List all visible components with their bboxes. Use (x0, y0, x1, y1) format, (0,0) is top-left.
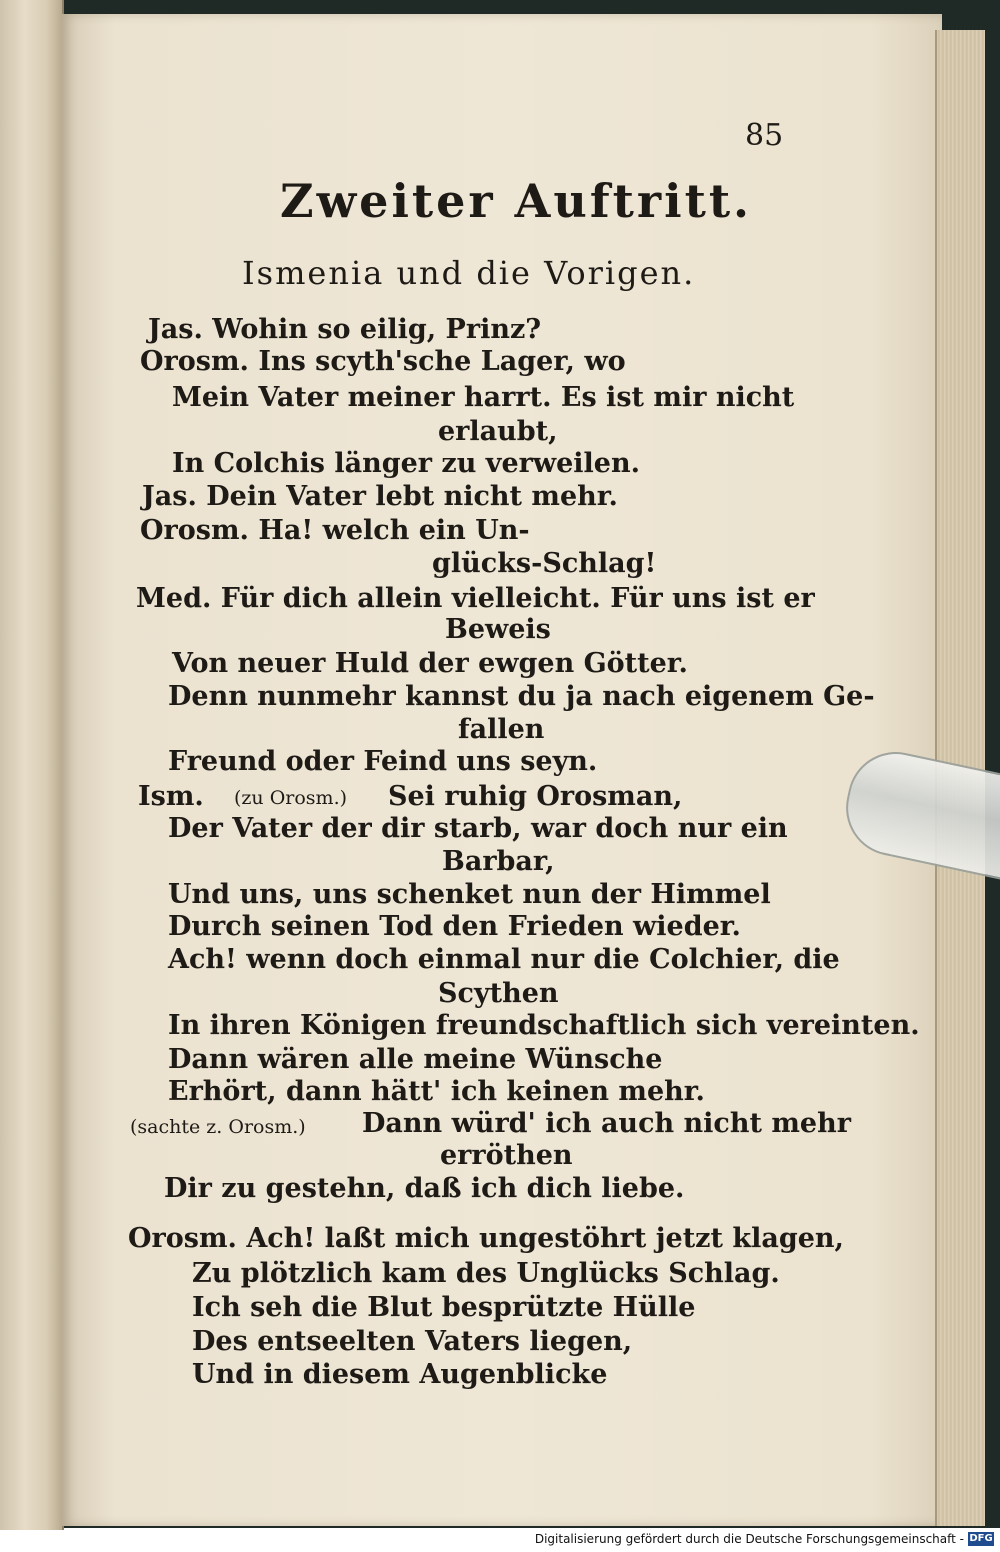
text-line: glücks-Schlag! (432, 548, 657, 579)
text-line: Jas. Wohin so eilig, Prinz? (148, 314, 542, 345)
page-number: 85 (745, 118, 784, 153)
text-line: Dann wären alle meine Wünsche (168, 1044, 663, 1075)
scene-subtitle: Ismenia und die Vorigen. (242, 254, 696, 292)
text-line: Der Vater der dir starb, war doch nur ein (168, 813, 788, 844)
text-line: Beweis (445, 614, 551, 645)
text-line: Sei ruhig Orosman, (388, 781, 683, 812)
text-line: Orosm. Ach! laßt mich ungestöhrt jetzt klagen, (128, 1223, 844, 1254)
scene-title: Zweiter Auftritt. (280, 174, 753, 228)
text-line: Des entseelten Vaters liegen, (192, 1326, 633, 1357)
text-line: Med. Für dich allein vielleicht. Für uns ist er (136, 583, 815, 614)
text-line: In Colchis länger zu verweilen. (172, 448, 641, 479)
text-line: Und in diesem Augenblicke (192, 1359, 608, 1390)
text-line: Orosm. Ins scyth'sche Lager, wo (140, 346, 626, 377)
text-line: Und uns, uns schenket nun der Himmel (168, 879, 771, 910)
text-line: erlaubt, (438, 416, 558, 447)
text-line: Durch seinen Tod den Frieden wieder. (168, 911, 741, 942)
text-line: Jas. Dein Vater lebt nicht mehr. (142, 481, 618, 512)
text-line: Barbar, (442, 846, 555, 877)
text-line: Mein Vater meiner harrt. Es ist mir nicht (172, 382, 795, 413)
text-line: Freund oder Feind uns seyn. (168, 746, 598, 777)
text-line: Von neuer Huld der ewgen Götter. (172, 648, 688, 679)
text-line: Ism. (138, 781, 204, 812)
text-line: erröthen (440, 1140, 573, 1171)
text-line: Ich seh die Blut besprützte Hülle (192, 1292, 696, 1323)
text-line: In ihren Königen freundschaftlich sich vereinten. (168, 1010, 920, 1041)
stage-direction: (sachte z. Orosm.) (130, 1116, 306, 1138)
text-line: Denn nunmehr kannst du ja nach eigenem Ge- (168, 681, 875, 712)
dfg-logo: DFG (969, 1533, 993, 1544)
funding-credit: Digitalisierung gefördert durch die Deutsche Forschungsgemeinschaft - (534, 1532, 964, 1546)
stage-direction: (zu Orosm.) (234, 787, 348, 809)
text-line: Ach! wenn doch einmal nur die Colchier, die (168, 944, 840, 975)
text-line: Erhört, dann hätt' ich keinen mehr. (168, 1076, 705, 1107)
text-line: Scythen (438, 978, 559, 1009)
text-line: Dir zu gestehn, daß ich dich liebe. (164, 1173, 685, 1204)
text-line: fallen (458, 714, 545, 745)
text-line: Zu plötzlich kam des Unglücks Schlag. (192, 1258, 780, 1289)
text-line: Orosm. Ha! welch ein Un- (140, 515, 530, 546)
text-line: Dann würd' ich auch nicht mehr (362, 1108, 851, 1139)
left-page-edge (0, 0, 64, 1530)
